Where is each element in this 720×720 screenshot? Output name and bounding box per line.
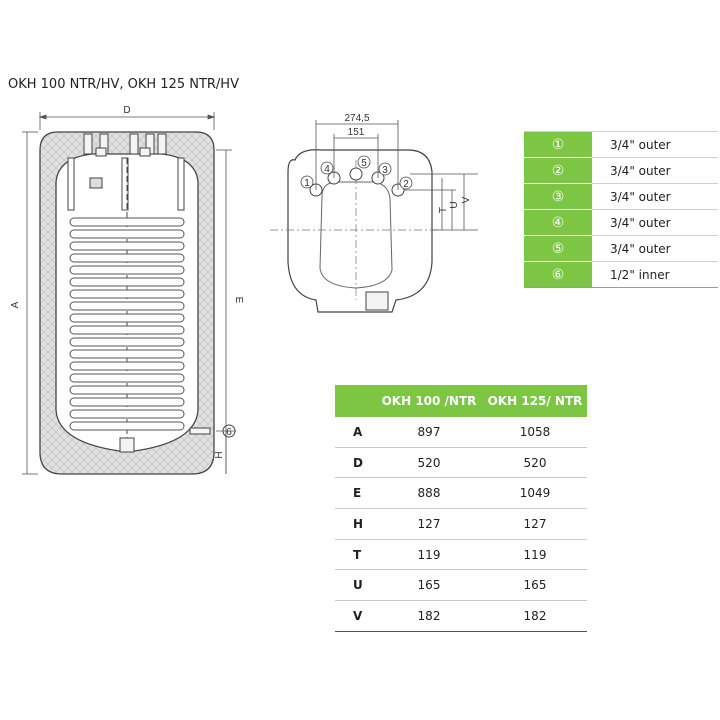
dimension-row bbox=[335, 601, 587, 632]
dimension-label: E bbox=[335, 478, 375, 509]
dimension-label: U bbox=[335, 570, 375, 601]
dimension-row bbox=[335, 478, 587, 509]
heater-top-view bbox=[270, 113, 478, 312]
bottom-fitting bbox=[120, 438, 134, 452]
connection-1-label: 1 bbox=[304, 178, 310, 189]
header-corner bbox=[335, 385, 375, 417]
connection-row bbox=[524, 158, 718, 184]
coil-loop bbox=[70, 218, 184, 226]
dimension-e-label: E bbox=[233, 296, 244, 304]
dimension-h-label: H bbox=[214, 451, 225, 459]
coil-loop bbox=[70, 242, 184, 250]
connection-number: ② bbox=[524, 158, 592, 184]
connection-number: ① bbox=[524, 132, 592, 158]
okh100-value: 888 bbox=[375, 478, 483, 509]
dimension-d-label: D bbox=[123, 105, 131, 116]
coil-loop bbox=[70, 290, 184, 298]
dimension-274-label: 274,5 bbox=[344, 113, 370, 124]
dimension-u-label: U bbox=[449, 201, 460, 209]
coil-loop bbox=[70, 326, 184, 334]
dimension-a-label: A bbox=[10, 301, 21, 309]
coil-loop bbox=[70, 386, 184, 394]
connection-number: ④ bbox=[524, 210, 592, 236]
okh125-value: 127 bbox=[483, 509, 587, 540]
okh100-value: 127 bbox=[375, 509, 483, 540]
connections-table bbox=[524, 131, 718, 288]
connection-size: 3/4" outer bbox=[592, 236, 718, 262]
connection-number: ⑥ bbox=[524, 262, 592, 288]
connection-size: 3/4" outer bbox=[592, 132, 718, 158]
connection-row bbox=[524, 262, 718, 288]
connection-size: 3/4" outer bbox=[592, 158, 718, 184]
connection-row bbox=[524, 236, 718, 262]
dimension-label: T bbox=[335, 539, 375, 570]
dimension-t-label: T bbox=[438, 206, 449, 214]
dimension-a bbox=[22, 132, 38, 474]
heater-side-view bbox=[10, 105, 244, 474]
connection-6-label: 6 bbox=[226, 427, 232, 438]
connection-number: ⑤ bbox=[524, 236, 592, 262]
okh100-value: 165 bbox=[375, 570, 483, 601]
connection-3-label: 3 bbox=[382, 165, 388, 176]
dimension-label: H bbox=[335, 509, 375, 540]
okh100-value: 520 bbox=[375, 447, 483, 478]
okh125-value: 1049 bbox=[483, 478, 587, 509]
dimension-row bbox=[335, 539, 587, 570]
coil-loop bbox=[70, 338, 184, 346]
coil-loop bbox=[70, 230, 184, 238]
coil-loop bbox=[70, 314, 184, 322]
connection-size: 1/2" inner bbox=[592, 262, 718, 288]
okh100-value: 897 bbox=[375, 417, 483, 447]
connection-4-label: 4 bbox=[324, 164, 330, 175]
header-okh125: OKH 125/ NTR bbox=[483, 385, 587, 417]
coil-loop bbox=[70, 254, 184, 262]
dimension-row bbox=[335, 570, 587, 601]
side-connection bbox=[190, 428, 210, 434]
dimension-label: D bbox=[335, 447, 375, 478]
coil-loop bbox=[70, 350, 184, 358]
top-view-box bbox=[366, 292, 388, 310]
connection-row bbox=[524, 210, 718, 236]
coil-loop bbox=[70, 410, 184, 418]
dimension-v-label: V bbox=[461, 196, 472, 204]
connection-2-label: 2 bbox=[403, 179, 409, 190]
dimension-label: A bbox=[335, 417, 375, 447]
coil-loop bbox=[70, 374, 184, 382]
dimensions-table bbox=[335, 385, 587, 632]
coil-loop bbox=[70, 266, 184, 274]
okh125-value: 119 bbox=[483, 539, 587, 570]
okh100-value: 182 bbox=[375, 601, 483, 632]
dimension-row bbox=[335, 509, 587, 540]
connection-row bbox=[524, 184, 718, 210]
product-title: OKH 100 NTR/HV, OKH 125 NTR/HV bbox=[8, 77, 239, 92]
okh125-value: 520 bbox=[483, 447, 587, 478]
connection-row bbox=[524, 132, 718, 158]
dimension-row bbox=[335, 417, 587, 447]
dimension-151-label: 151 bbox=[347, 127, 365, 138]
header-okh100: OKH 100 /NTR bbox=[375, 385, 483, 417]
dimension-row bbox=[335, 447, 587, 478]
coil-loop bbox=[70, 302, 184, 310]
connection-size: 3/4" outer bbox=[592, 210, 718, 236]
okh125-value: 1058 bbox=[483, 417, 587, 447]
okh125-value: 182 bbox=[483, 601, 587, 632]
dimensions-header-row bbox=[335, 385, 587, 417]
coil-loop bbox=[70, 278, 184, 286]
connection-5-label: 5 bbox=[361, 158, 367, 169]
okh125-value: 165 bbox=[483, 570, 587, 601]
connection-number: ③ bbox=[524, 184, 592, 210]
coil-loop bbox=[70, 398, 184, 406]
coil-loop bbox=[70, 362, 184, 370]
okh100-value: 119 bbox=[375, 539, 483, 570]
dimension-label: V bbox=[335, 601, 375, 632]
coil-loop bbox=[70, 422, 184, 430]
connection-size: 3/4" outer bbox=[592, 184, 718, 210]
